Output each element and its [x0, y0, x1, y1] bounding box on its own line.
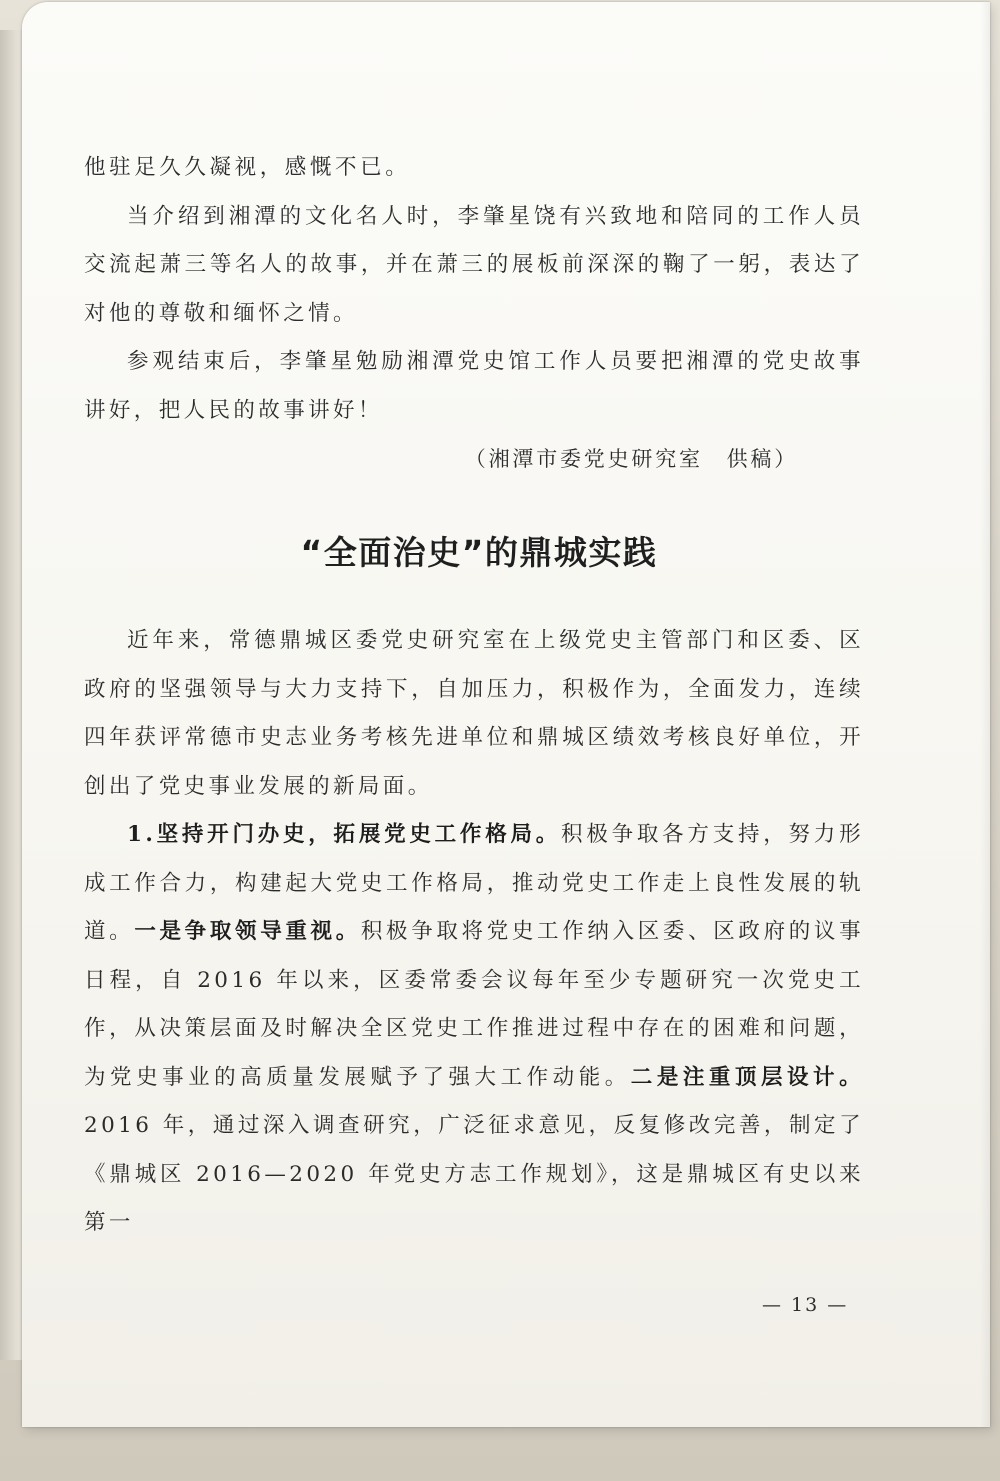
- book-page: [22, 2, 990, 1427]
- subsection-1-text: 积极争取将党史工作纳入区委、区政府的议事日程，自 2016 年以来，区委常委会议每年至少专题研究一次党史工作，从决策层面及时解决全区党史工作推进过程中存在的困难和问题，为党史事业的高质量发展赋予了强大工作动能。: [84, 919, 864, 1090]
- intro-paragraph-2: 当介绍到湘潭的文化名人时，李肇星饶有兴致地和陪同的工作人员交流起萧三等名人的故事，并在萧三的展板前深深的鞠了一躬，表达了对他的尊敬和缅怀之情。: [84, 203, 864, 326]
- article-title: “全面治史”的鼎城实践: [300, 533, 658, 572]
- page-content: [84, 144, 864, 1248]
- subsection-2-text: 2016 年，通过深入调查研究，广泛征求意见，反复修改完善，制定了《鼎城区 2016—2020 年党史方志工作规划》，这是鼎城区有史以来第一: [84, 1113, 864, 1235]
- subsection-2-heading: 二是注重顶层设计。: [630, 1064, 864, 1090]
- intro-paragraph-3: 参观结束后，李肇星勉励湘潭党史馆工作人员要把湘潭的党史故事讲好，把人民的故事讲好！: [84, 349, 864, 423]
- article-paragraph-2: [84, 811, 864, 1248]
- intro-paragraph-1: 他驻足久久凝视，感慨不已。: [84, 155, 411, 180]
- section-1-text: 积极争取各方支持，努力形成工作合力，构建起大党史工作格局，推动党史工作走上良性发展的轨道。: [84, 822, 864, 944]
- page-number: — 13 —: [762, 1294, 849, 1316]
- intro-credit: （湘潭市委党史研究室 供稿）: [464, 447, 798, 471]
- section-1-heading: 1.坚持开门办史，拓展党史工作格局。: [127, 822, 562, 847]
- subsection-1-heading: 一是争取领导重视。: [134, 919, 361, 944]
- article-paragraph-1: 近年来，常德鼎城区委党史研究室在上级党史主管部门和区委、区政府的坚强领导与大力支持下，自加压力，积极作为，全面发力，连续四年获评常德市史志业务考核先进单位和鼎城区绩效考核良好单位，开创出了党史事业发展的新局面。: [84, 628, 864, 799]
